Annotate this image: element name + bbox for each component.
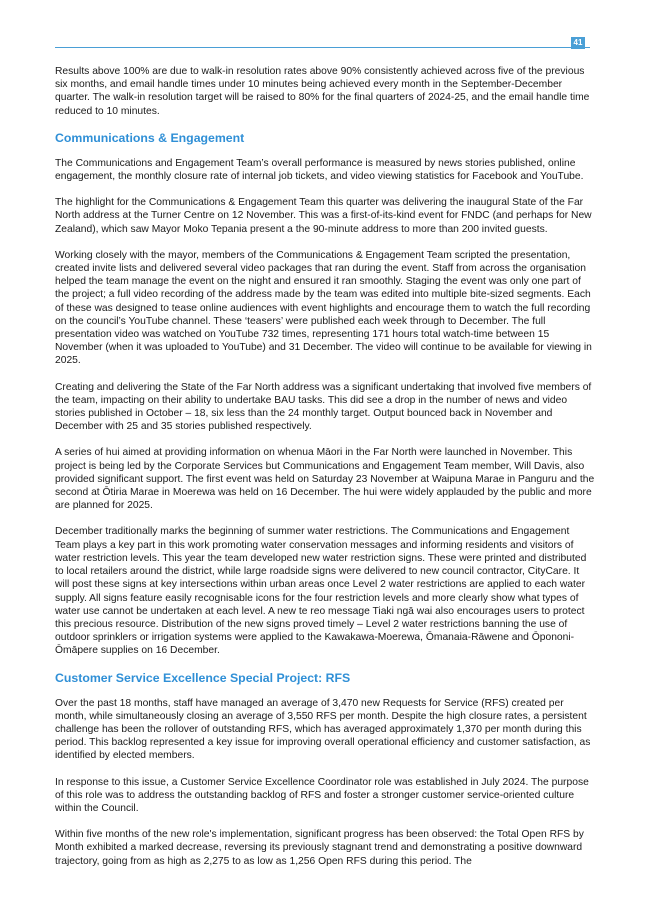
section-heading-communications: Communications & Engagement <box>55 130 245 145</box>
document-body <box>55 65 595 881</box>
paragraph: Over the past 18 months, staff have managed an average of 3,470 new Requests for Service (RFS) created per month, while simultaneously closing an average of 3,550 RFS per month. Despite the high closure rates, a persistent challenge has been the rollover of outstanding RFS, which has averaged approximately 1,370 per month during this period. This backlog represented a key issue for improving overall operational efficiency and customer satisfaction, as identified by elected members. <box>55 697 591 762</box>
header-rule <box>55 47 590 48</box>
paragraph: A series of hui aimed at providing information on whenua Māori in the Far North were launched in November. This project is being led by the Corporate Services but Communications and Engagement Team member, Will Davis, also provided significant support. The first event was held on Saturday 23 November at Waipuna Marae in Panguru and the second at Ōtiria Marae in Moerewa was held on 16 December. The hui were widely applauded by the public and more are planned for 2025. <box>55 447 595 512</box>
paragraph: The highlight for the Communications & Engagement Team this quarter was delivering the inaugural State of the Far North address at the Turner Centre on 12 November. This was a first-of-its-kind event for FNDC (and perhaps for New Zealand), which saw Mayor Moko Tepania present a the 90-minute address to more than 200 invited guests. <box>55 197 592 235</box>
paragraph: Creating and delivering the State of the Far North address was a significant undertaking that involved five members of the team, impacting on their ability to undertake BAU tasks. This did see a drop in the number of news and video stories published in October – 18, six less than the 24 monthly target. Output bounced back in November and December with 25 and 35 stories published respectively. <box>55 381 592 433</box>
paragraph: December traditionally marks the beginning of summer water restrictions. The Communications and Engagement Team plays a key part in this work promoting water conservation messages and informing residents and visitors of water restriction levels. This year the team developed new water restriction signs. These were printed and distributed to local retailers around the district, while large roadside signs were delivered to new council contractor, CityCare. It will post these signs at key intersections within urban areas once Level 2 water restrictions are applied to each water supply. All signs feature easily recognisable icons for the four restriction levels and more clearly show what types of water use cannot be undertaken at each level. A new te reo message Tiaki ngā wai also encourages users to protect this precious resource. Distribution of the new signs proved timely – Level 2 water restrictions banning the use of outdoor sprinklers or irrigation systems were applied to the Kawakawa-Moerewa, Ōmanaia-Rāwene and Ōpononi-Ōmāpere supplies on 16 December. <box>55 526 587 657</box>
section-heading-customer-service: Customer Service Excellence Special Project: RFS <box>55 670 351 685</box>
paragraph: Within five months of the new role's implementation, significant progress has been observed: the Total Open RFS by Month exhibited a marked decrease, reversing its previously stagnant trend and demonstrating a positive downward trajectory, going from as high as 2,275 to as low as 1,256 Open RFS during this period. The <box>55 829 584 867</box>
page-number-badge: 41 <box>571 37 585 49</box>
intro-paragraph: Results above 100% are due to walk-in resolution rates above 90% consistently achieved across five of the previous six months, and email handle times under 10 minutes being achieved every month in the September-December quarter. The walk-in resolution target will be raised to 80% for the final quarters of 2024-25, and the email handle time reduced to 10 minutes. <box>55 66 590 117</box>
paragraph: Working closely with the mayor, members of the Communications & Engagement Team scripted the presentation, created invite lists and delivered several video packages that ran during the event. Staff from across the organisation helped the team manage the event on the night and ensured it ran smoothly. Staging the event was only one part of the project; a full video recording of the address made by the team was edited into multiple bite-sized segments. Each of these was designed to tease online audiences with event highlights and encourage them to watch the full recording on the council’s YouTube channel. These ‘teasers’ were published each week through to December. The full presentation video was watched on YouTube 732 times, representing 171 hours total watch-time between 15 November (when it was uploaded to YouTube) and 31 December. The video will continue to be available for viewing in 2025. <box>55 249 592 367</box>
paragraph: In response to this issue, a Customer Service Excellence Coordinator role was established in July 2024. The purpose of this role was to address the outstanding backlog of RFS and foster a stronger customer service-oriented culture within the Council. <box>55 776 589 814</box>
paragraph: The Communications and Engagement Team’s overall performance is measured by news stories published, online engagement, the monthly closure rate of internal job tickets, and video viewing statistics for Facebook and YouTube. <box>55 157 584 183</box>
